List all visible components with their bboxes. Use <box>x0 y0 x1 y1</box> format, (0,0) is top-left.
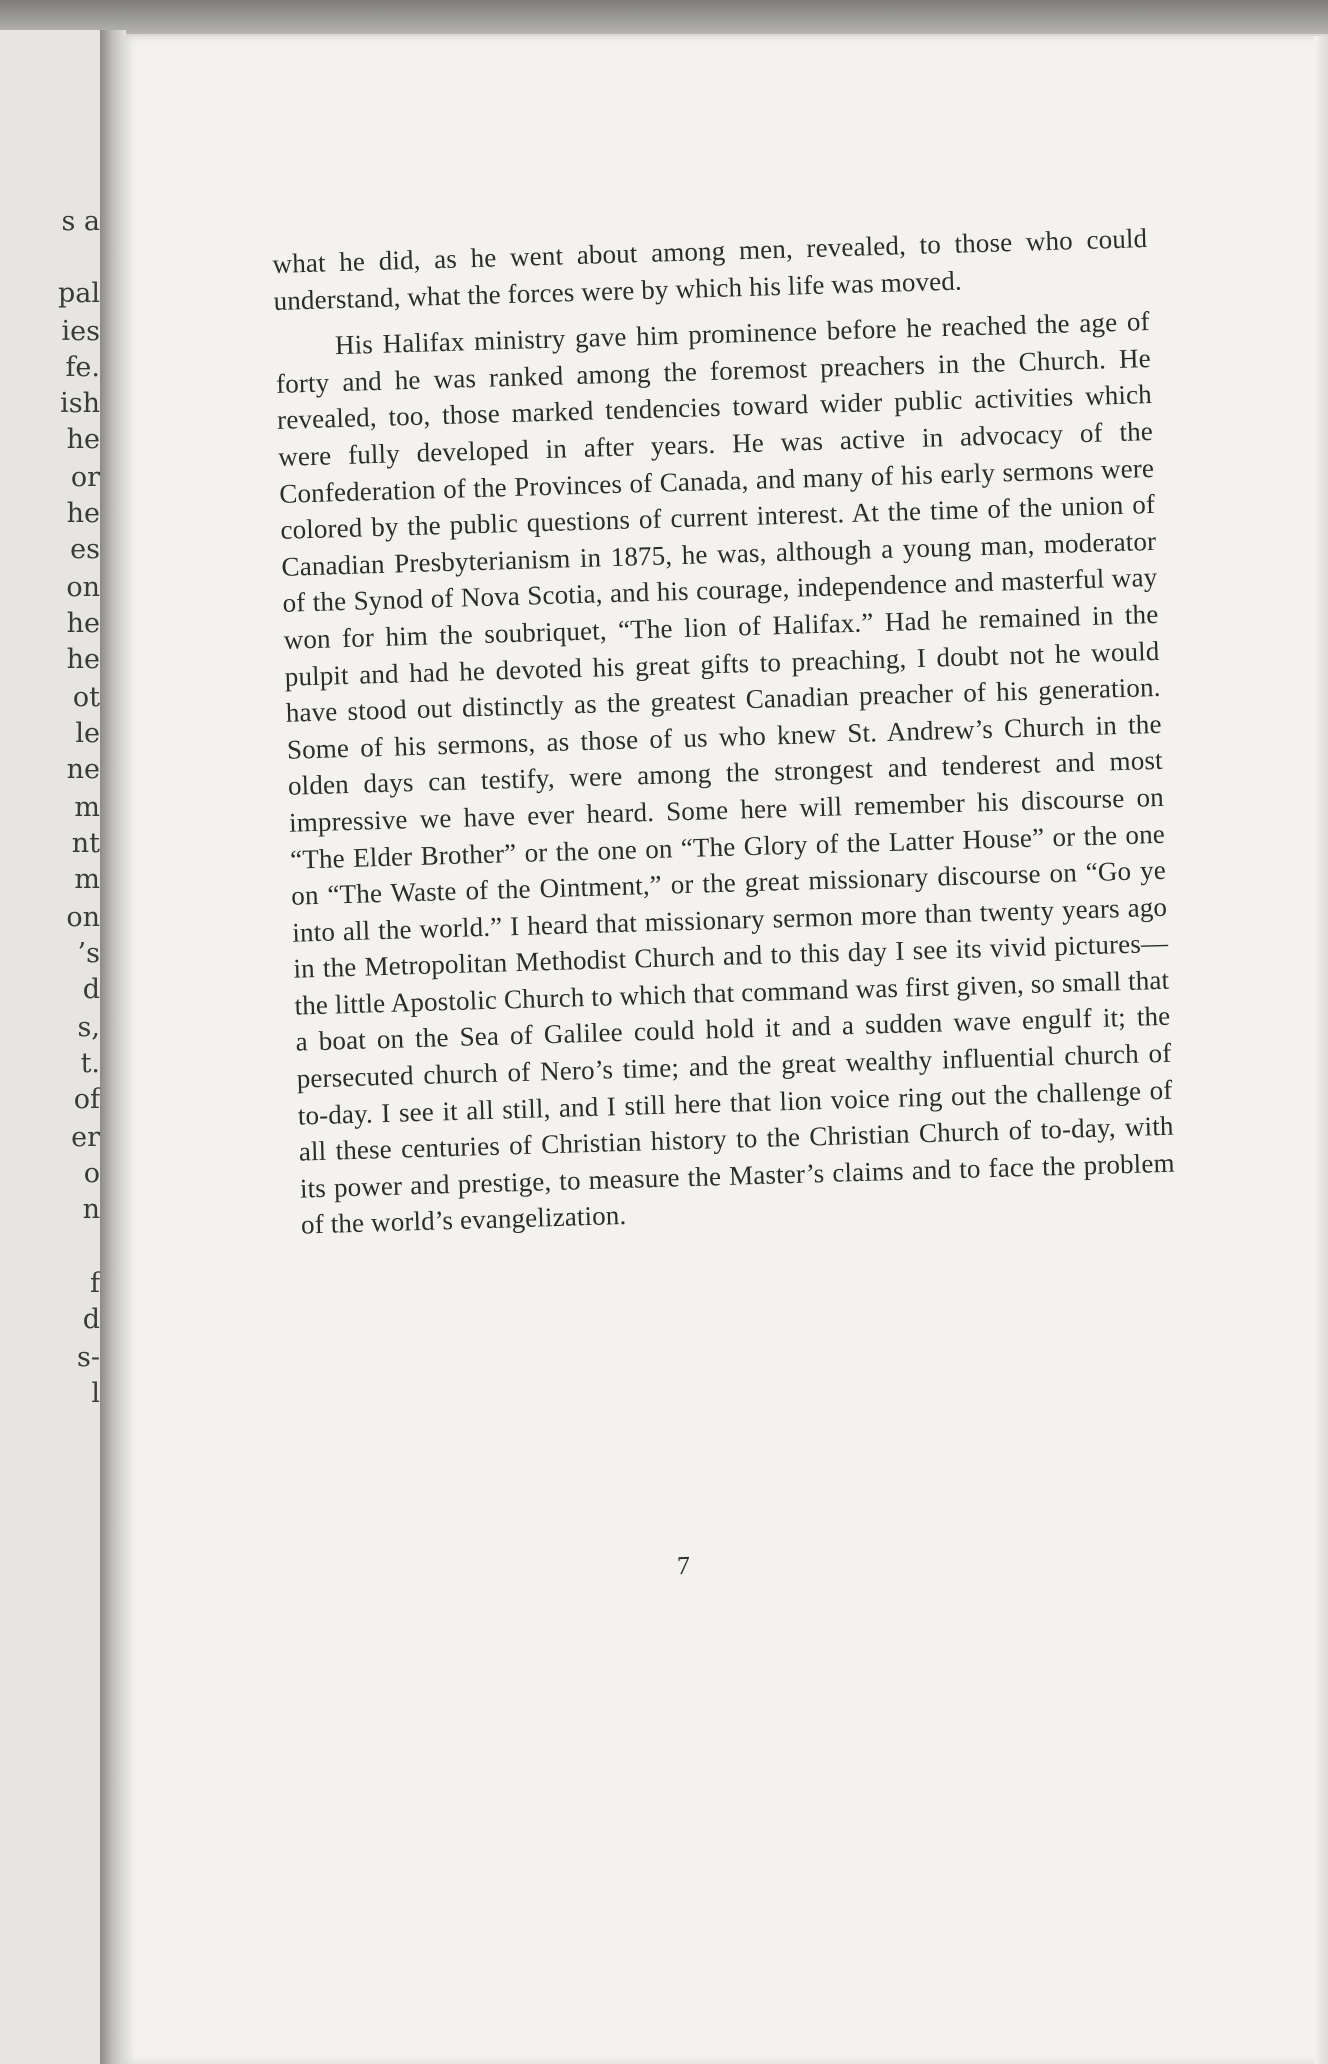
facing-page-text: s- <box>77 1342 100 1373</box>
scanner-top-edge <box>0 0 1328 34</box>
facing-page-text: es <box>70 534 100 565</box>
facing-page-text: on <box>66 572 100 603</box>
facing-page-text: o <box>83 1158 100 1189</box>
facing-page-text: ish <box>60 388 100 419</box>
facing-page-text: n <box>82 1194 100 1225</box>
facing-page-fragment <box>0 30 108 2064</box>
paragraph-continuation: what he did, as he went about among men, revealed, to those who could understand, what the forces were by which his life was moved. <box>272 223 1148 316</box>
facing-page-text: of <box>73 1084 100 1115</box>
book-page <box>122 36 1328 2064</box>
facing-page-text: le <box>75 718 100 749</box>
facing-page-text: he <box>66 424 100 455</box>
facing-page-text: fe. <box>65 352 100 383</box>
paragraph-halifax-ministry: His Halifax ministry gave him prominence before he reached the age of forty and he was ranked among the foremost preachers in the Church. He revealed, too, those marked tendencies toward wider public activities which were fully developed in after years. He was active in advocacy of the Confederation of the Provinces of Canada, and many of his early sermons were colored by the public questions of current interest. At the time of the union of Canadian Presbyterianism in 1875, he was, although a young man, moderator of the Synod of Nova Scotia, and his courage, independence and masterful way won for him the soubriquet, “The lion of Halifax.” Had he remained in the pulpit and had he devoted his great gifts to preaching, I doubt not he would have stood out distinctly as the greatest Canadian preacher of his generation. Some of his sermons, as those of us who knew St. Andrew’s Church in the olden days can testify, were among the strongest and tenderest and most impressive we have ever heard. Some here will remember his discourse on “The Elder Brother” or the one on “The Glory of the Latter House” or the one on “The Waste of the Ointment,” or the great missionary discourse on “Go ye into all the world.” I heard that missionary sermon more than twenty years ago in the Metropolitan Methodist Church and to this day I see its vivid pictures—the little Apostolic Church to which that command was first given, so small that a boat on the Sea of Galilee could hold it and a sudden wave engulf it; the persecuted church of Nero’s time; and the great wealthy influential church of to-day. I see it all still, and I still here that lion voice ring out the challenge of all these centuries of Christian history to the Christian Church of to-day, with its power and prestige, to measure the Master’s claims and to face the problem of the world’s evangelization. <box>275 306 1176 1240</box>
facing-page-text: pal <box>57 278 100 309</box>
page-body-text <box>272 220 1176 1244</box>
page-number: 7 <box>676 1550 691 1581</box>
facing-page-text: nt <box>71 828 100 859</box>
facing-page-text: t. <box>80 1048 100 1079</box>
facing-page-text: s, <box>77 1012 100 1043</box>
facing-page-text: or <box>70 462 100 493</box>
facing-page-text: ot <box>72 682 100 713</box>
facing-page-text: he <box>66 608 100 639</box>
facing-page-text: on <box>66 902 100 933</box>
facing-page-text: m <box>74 864 100 895</box>
page-right-edge <box>1314 36 1328 2064</box>
facing-page-text: d <box>82 974 100 1005</box>
facing-page-text: l <box>91 1378 100 1409</box>
facing-page-text: s a <box>61 206 100 237</box>
facing-page-text: ’s <box>77 938 100 969</box>
facing-page-text: he <box>66 498 100 529</box>
facing-page-text: f <box>90 1268 100 1299</box>
facing-page-text: d <box>82 1304 100 1335</box>
facing-page-text: he <box>66 644 100 675</box>
facing-page-text: ies <box>61 316 100 347</box>
facing-page-text: ne <box>66 754 100 785</box>
facing-page-text: er <box>71 1122 100 1153</box>
facing-page-text: m <box>74 792 100 823</box>
